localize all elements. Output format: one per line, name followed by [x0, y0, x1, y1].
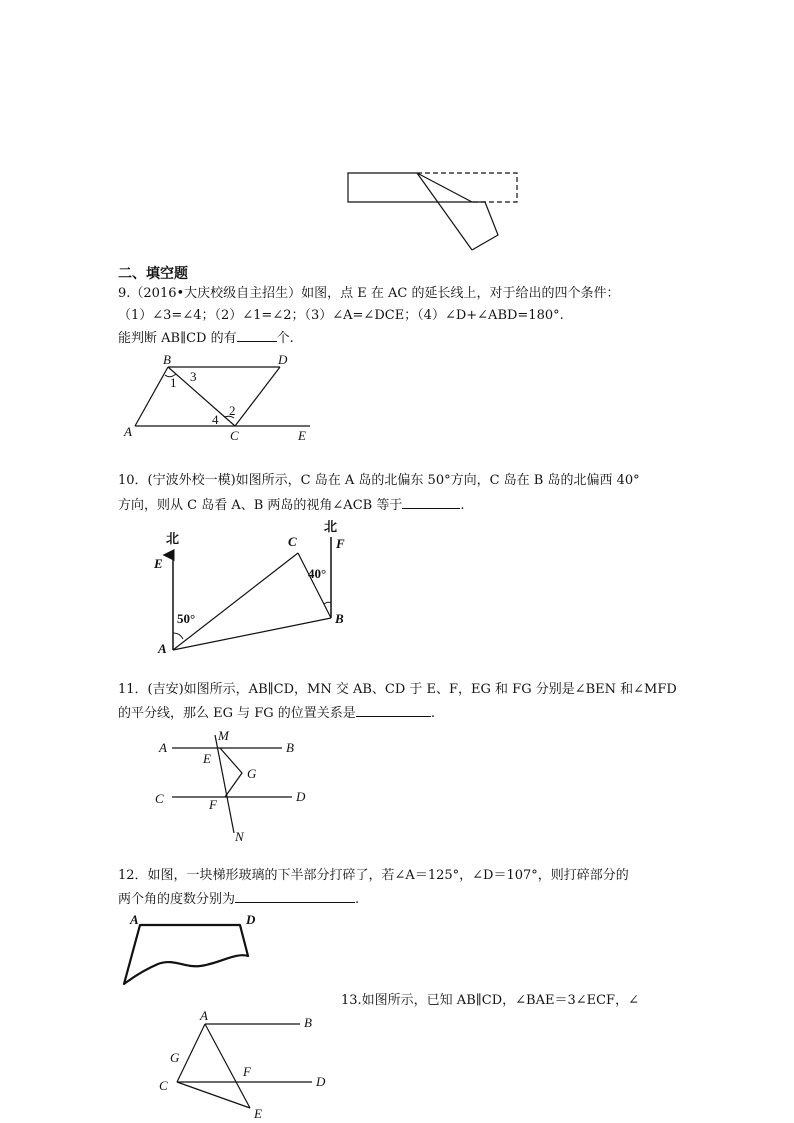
q9-label-3: 3	[190, 369, 197, 384]
folded-strip-figure	[340, 165, 530, 260]
q10-angle-40: 40°	[308, 566, 327, 581]
q9-figure	[120, 352, 320, 447]
q10-line-2	[118, 496, 464, 514]
q13-line-1: 13.如图所示，已知 AB∥CD，∠BAE＝3∠ECF，∠	[341, 993, 639, 1008]
q11-label-n: N	[235, 829, 244, 844]
q12-line-1: 12．如图，一块梯形玻璃的下半部分打碎了，若∠A＝125°，∠D＝107°，则打碎部分的	[118, 868, 629, 883]
q13-label-e: E	[254, 1106, 262, 1121]
q9-label-a: A	[124, 424, 132, 439]
q9-question-text: 能判断 AB∥CD 的有	[118, 331, 237, 346]
q9-line-3	[118, 329, 294, 347]
q10-answer-blank[interactable]	[402, 496, 460, 509]
q11-figure	[150, 725, 320, 850]
q13-label-g: G	[170, 1050, 180, 1065]
q11-answer-blank[interactable]	[356, 704, 431, 717]
section-title: 二、填空题	[118, 266, 188, 282]
q10-label-b: B	[335, 611, 344, 626]
q9-label-e: E	[298, 428, 306, 443]
q9-label-2: 2	[229, 403, 236, 418]
q10-question-end: .	[460, 498, 465, 513]
q11-label-f: F	[209, 797, 217, 812]
q11-line-2	[118, 704, 435, 722]
q9-line-2: （1）∠3=∠4；（2）∠1=∠2；（3）∠A=∠DCE；（4）∠D+∠ABD=180°.	[118, 308, 564, 323]
q9-line-1: 9.（2016•大庆校级自主招生）如图，点 E 在 AC 的延长线上，对于给出的四个条件：	[118, 286, 620, 301]
q10-angle-50: 50°	[177, 611, 196, 626]
q11-label-b: B	[286, 740, 294, 755]
q9-label-c: C	[230, 428, 239, 443]
q11-label-d: D	[296, 789, 306, 804]
q12-figure	[118, 908, 278, 988]
q12-label-d: D	[246, 912, 256, 927]
q11-label-e: E	[203, 751, 211, 766]
q9-label-d: D	[278, 352, 288, 367]
q13-figure	[150, 1005, 340, 1123]
q9-answer-blank[interactable]	[237, 329, 277, 342]
q11-label-c: C	[155, 791, 164, 806]
q13-label-a: A	[200, 1008, 208, 1023]
q10-label-north-a: 北	[166, 531, 180, 546]
q12-label-a: A	[130, 912, 139, 927]
q13-label-d: D	[316, 1074, 326, 1089]
q12-answer-blank[interactable]	[235, 890, 355, 903]
q11-question-text: 的平分线，那么 EG 与 FG 的位置关系是	[118, 706, 356, 721]
q11-label-a: A	[159, 740, 167, 755]
q13-label-f: F	[243, 1064, 251, 1079]
q12-question-text: 两个角的度数分别为	[118, 892, 236, 907]
q10-label-e: E	[154, 556, 163, 571]
q12-line-2	[118, 890, 359, 908]
q9-label-b: B	[163, 352, 171, 367]
q13-label-c: C	[159, 1078, 168, 1093]
q9-label-1: 1	[170, 375, 177, 390]
q10-label-a: A	[158, 641, 167, 656]
q12-question-end: .	[355, 892, 360, 907]
q10-label-north-b: 北	[324, 519, 338, 534]
q10-label-c: C	[288, 534, 297, 549]
q11-label-g: G	[247, 766, 257, 781]
q10-question-text: 方向，则从 C 岛看 A、B 两岛的视角∠ACB 等于	[118, 498, 403, 513]
q10-figure	[150, 515, 360, 660]
q11-label-m: M	[218, 728, 229, 743]
q11-question-end: .	[430, 706, 435, 721]
q9-question-end: 个.	[276, 331, 294, 346]
q10-label-f: F	[336, 536, 345, 551]
q9-label-4: 4	[212, 412, 219, 427]
q11-line-1: 11．(吉安)如图所示，AB∥CD，MN 交 AB、CD 于 E、F，EG 和 FG 分别是∠BEN 和∠MFD	[118, 682, 677, 697]
q10-line-1: 10．(宁波外校一模)如图所示，C 岛在 A 岛的北偏东 50°方向，C 岛在 B 岛的北偏西 40°	[118, 473, 640, 488]
q13-label-b: B	[304, 1015, 312, 1030]
